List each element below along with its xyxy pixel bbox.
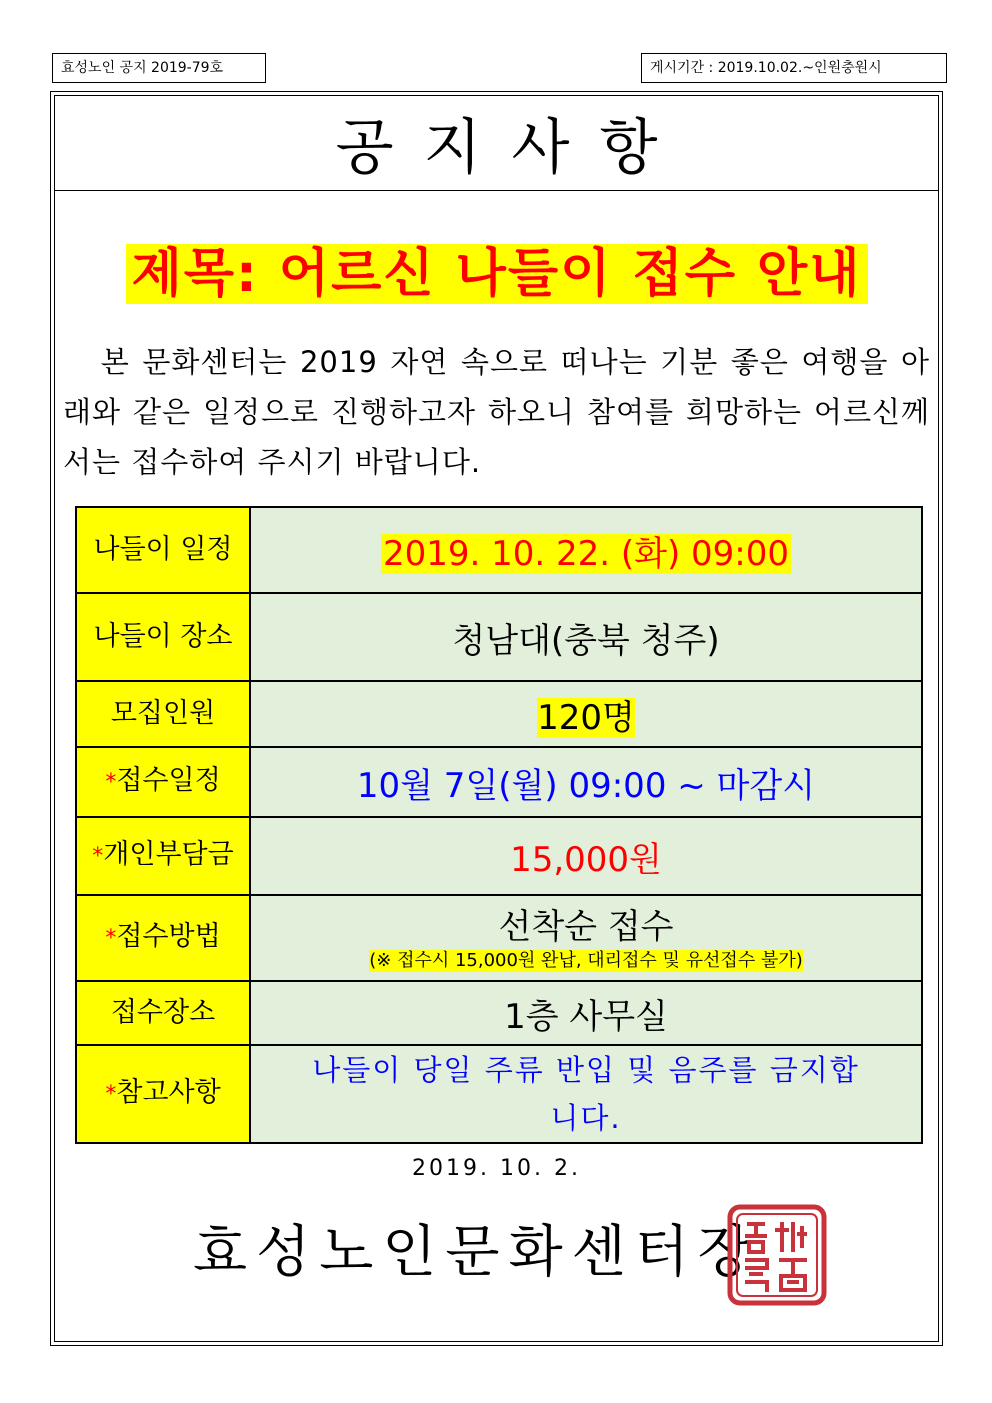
table-row (76, 817, 922, 895)
trip-place: 청남대(충북 청주) (452, 620, 720, 661)
row-label (76, 1045, 250, 1143)
label-text: 접수방법 (116, 921, 221, 952)
label-text: 개인부담금 (103, 839, 234, 870)
headline: 제목: 어르신 나들이 접수 안내 (126, 244, 868, 304)
body-text (63, 337, 930, 487)
label-text: 나들이 장소 (93, 621, 233, 652)
star-mark: * (105, 926, 117, 951)
capacity: 120명 (537, 697, 635, 738)
table-row (76, 681, 922, 747)
star-mark: * (105, 1082, 117, 1107)
page-title: 공지사항 (335, 113, 688, 183)
signer-name: 효성노인문화센터장 (193, 1220, 761, 1285)
row-label (76, 895, 250, 981)
label-text: 모집인원 (110, 698, 216, 729)
star-mark: * (105, 770, 117, 795)
star-mark: * (92, 844, 104, 869)
table-row (76, 747, 922, 817)
notice-frame (50, 91, 943, 1346)
fee: 15,000원 (510, 839, 662, 880)
row-label (76, 817, 250, 895)
row-value (250, 507, 922, 593)
row-value (250, 895, 922, 981)
info-table (75, 506, 923, 1144)
row-value (250, 817, 922, 895)
title-bar (55, 96, 938, 191)
notice-date: 2019. 10. 2. (412, 1156, 581, 1181)
row-label (76, 681, 250, 747)
label-text: 나들이 일정 (93, 534, 233, 565)
row-value (250, 681, 922, 747)
table-row (76, 981, 922, 1045)
row-label (76, 593, 250, 681)
registration-period: 10월 7일(월) 09:00 ~ 마감시 (356, 765, 816, 806)
label-text: 접수일정 (116, 765, 221, 796)
row-value (250, 981, 922, 1045)
remark: 나들이 당일 주류 반입 및 음주를 금지합니다. (312, 1053, 860, 1135)
row-value (250, 747, 922, 817)
body-paragraph: 본 문화센터는 2019 자연 속으로 떠나는 기분 좋은 여행을 아래와 같은 일정으로 진행하고자 하오니 참여를 희망하는 어르신께서는 접수하여 주시기 바랍니다. (63, 345, 931, 479)
table-row (76, 593, 922, 681)
posting-period: 게시기간 : 2019.10.02.~인원충원시 (641, 53, 947, 83)
row-label (76, 507, 250, 593)
row-label (76, 981, 250, 1045)
registration-method: 선착순 접수 (498, 907, 674, 947)
headline-wrap (55, 244, 938, 304)
registration-place: 1층 사무실 (504, 996, 668, 1037)
official-seal-icon (727, 1204, 827, 1306)
trip-date: 2019. 10. 22. (화) 09:00 (382, 533, 790, 574)
label-text: 참고사항 (116, 1077, 221, 1108)
method-note: (※ 접수시 15,000원 완납, 대리접수 및 유선접수 불가) (369, 950, 803, 971)
table-row (76, 895, 922, 981)
notice-number: 효성노인 공지 2019-79호 (52, 53, 266, 83)
notice-frame-inner (54, 95, 939, 1342)
row-value (250, 1045, 922, 1143)
row-value (250, 593, 922, 681)
table-row (76, 507, 922, 593)
table-row (76, 1045, 922, 1143)
row-label (76, 747, 250, 817)
label-text: 접수장소 (110, 997, 216, 1028)
